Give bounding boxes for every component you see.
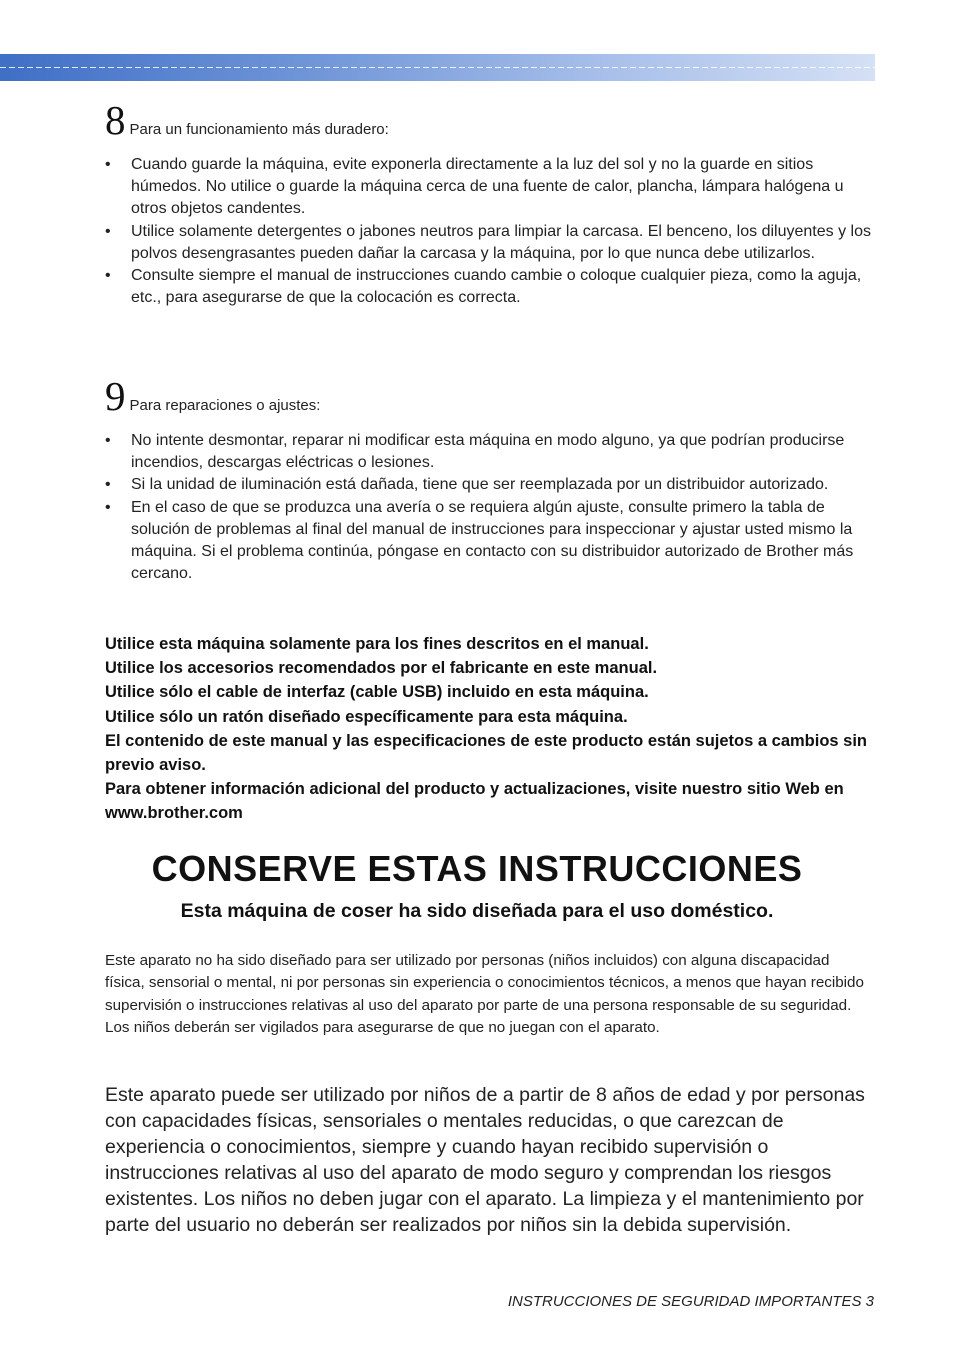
notice-line: Utilice sólo un ratón diseñado específicamente para esta máquina.	[105, 707, 628, 726]
page-footer: INSTRUCCIONES DE SEGURIDAD IMPORTANTES 3	[507, 1293, 874, 1310]
section-9-bullet-list	[105, 430, 873, 585]
section-9	[105, 373, 873, 585]
section-8-heading	[105, 97, 873, 143]
section-9-label: Para reparaciones o ajustes:	[129, 397, 321, 414]
section-8-label: Para un funcionamiento más duradero:	[129, 121, 389, 138]
bullet-item: • Cuando guarde la máquina, evite exponerla directamente a la luz del sol y no la guarde en sitios húmedos. No utilice o guarde la máquina cerca de una fuente de calor, plancha, lámpara halógena u otros objetos candentes.	[105, 154, 873, 221]
paragraph-small: Este aparato no ha sido diseñado para ser utilizado por personas (niños incluidos) con alguna discapacidad física, sensorial o mental, ni por personas sin experiencia o conocimientos técnicos, a menos que hayan recibido supervisión o instrucciones relativas al uso del aparato por parte de una persona responsable de su seguridad. Los niños deberán ser vigilados para asegurarse de que no juegan con el aparato.	[105, 952, 864, 1036]
section-9-number: 9	[105, 373, 126, 419]
page-title: CONSERVE ESTAS INSTRUCCIONES	[151, 848, 803, 889]
large-paragraph-block	[105, 1083, 873, 1238]
bullet-item: • Consulte siempre el manual de instrucciones cuando cambie o coloque cualquier pieza, como la aguja, etc., para asegurarse de que la colocación es correcta.	[105, 265, 873, 309]
header-decorative-bar	[0, 54, 875, 81]
notice-block	[105, 632, 873, 826]
notice-line: Para obtener información adicional del producto y actualizaciones, visite nuestro sitio Web en www.brother.com	[105, 780, 844, 823]
notice-line: Utilice los accesorios recomendados por el fabricante en este manual.	[105, 659, 658, 678]
bullet-item: • Si la unidad de iluminación está dañada, tiene que ser reemplazada por un distribuidor autorizado.	[105, 474, 873, 496]
bullet-item: • Utilice solamente detergentes o jabones neutros para limpiar la carcasa. El benceno, los diluyentes y los polvos desengrasantes pueden dañar la carcasa y la máquina, por lo que nunca debe utilizarlos.	[105, 221, 873, 265]
bullet-item: • No intente desmontar, reparar ni modificar esta máquina en modo alguno, ya que podrían producirse incendios, descargas eléctricas o lesiones.	[105, 430, 873, 474]
notice-line: El contenido de este manual y las especificaciones de este producto están sujetos a cambios sin previo aviso.	[105, 731, 868, 775]
paragraph-large: Este aparato puede ser utilizado por niños de a partir de 8 años de edad y por personas con capacidades físicas, sensoriales o mentales reducidas, o que carezcan de experiencia o conocimientos, siempre y cuando hayan recibido supervisión o instrucciones relativas al uso del aparato de modo seguro y comprendan los riesgos existentes. Los niños no deben jugar con el aparato. La limpieza y el mantenimiento por parte del usuario no deberán ser realizados por niños sin la debida supervisión.	[105, 1084, 865, 1236]
section-9-heading	[105, 373, 873, 419]
page-subtitle: Esta máquina de coser ha sido diseñada para el uso doméstico.	[180, 900, 774, 922]
section-8-bullet-list	[105, 154, 873, 309]
small-paragraph-block	[105, 950, 873, 1039]
section-8-number: 8	[105, 97, 126, 143]
notice-line: Utilice sólo el cable de interfaz (cable USB) incluido en esta máquina.	[105, 683, 649, 702]
section-8	[105, 97, 873, 309]
notice-line: Utilice esta máquina solamente para los fines descritos en el manual.	[105, 635, 649, 653]
header-bar-stripe	[0, 67, 875, 68]
bullet-item: • En el caso de que se produzca una avería o se requiera algún ajuste, consulte primero la tabla de solución de problemas al final del manual de instrucciones para inspeccionar y ajustar usted mismo la máquina. Si el problema continúa, póngase en contacto con su distribuidor autorizado de Brother más cercano.	[105, 497, 873, 586]
